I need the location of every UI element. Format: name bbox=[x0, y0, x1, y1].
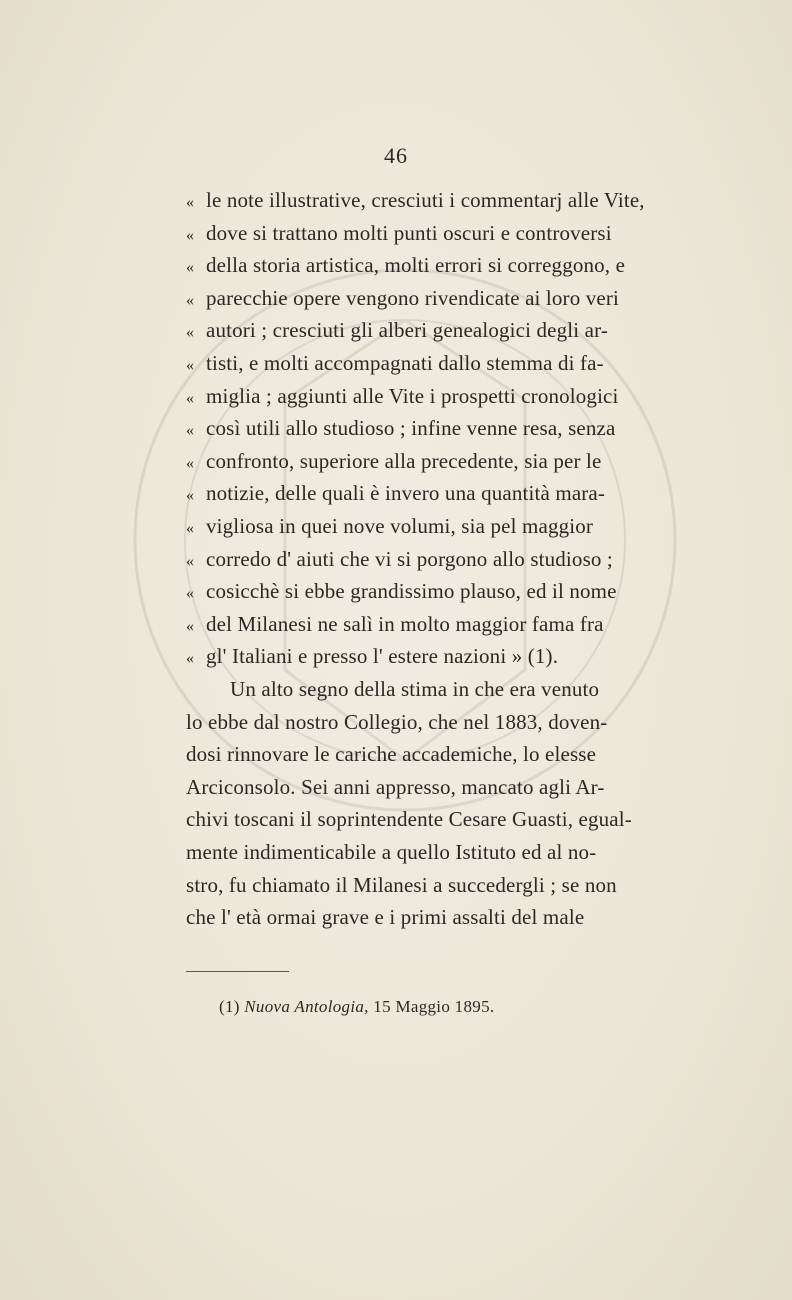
quote-line-text: le note illustrative, cresciuti i commentarj alle Vite, bbox=[206, 188, 645, 212]
quoted-passage bbox=[186, 184, 672, 673]
body-line: Arciconsolo. Sei anni appresso, mancato agli Ar- bbox=[186, 774, 605, 799]
quote-line bbox=[186, 314, 672, 347]
quote-mark: « bbox=[186, 194, 194, 211]
footnote-divider bbox=[186, 971, 289, 972]
quote-mark: « bbox=[186, 422, 194, 440]
quote-line-text: parecchie opere vengono rivendicate ai loro veri bbox=[206, 285, 619, 310]
quote-mark: « bbox=[186, 356, 194, 374]
quote-mark: « bbox=[186, 519, 194, 537]
quote-line-text: corredo d' aiuti che vi si porgono allo studioso ; bbox=[206, 546, 613, 571]
quote-mark: « bbox=[186, 454, 194, 472]
quote-mark: « bbox=[186, 650, 194, 668]
quote-line-text: miglia ; aggiunti alle Vite i prospetti cronologici bbox=[206, 383, 619, 408]
page-number: 46 bbox=[384, 143, 408, 168]
quote-line-text: dove si trattano molti punti oscuri e controversi bbox=[206, 220, 612, 245]
quote-line-text: così utili allo studioso ; infine venne resa, senza bbox=[206, 416, 616, 441]
quote-line bbox=[186, 217, 672, 250]
quote-line-text: del Milanesi ne salì in molto maggior fama fra bbox=[206, 611, 604, 636]
body-line: dosi rinnovare le cariche accademiche, lo elesse bbox=[186, 742, 597, 767]
quote-line bbox=[186, 510, 672, 543]
quote-line-text: gl' Italiani e presso l' estere nazioni » (1). bbox=[206, 644, 559, 669]
quote-line bbox=[186, 249, 672, 282]
quote-mark: « bbox=[186, 324, 194, 342]
quote-line bbox=[186, 608, 672, 641]
body-line: Un alto segno della stima in che era venuto bbox=[230, 677, 600, 701]
quote-line-text: notizie, delle quali è invero una quantità mara- bbox=[206, 481, 606, 506]
quote-line bbox=[186, 184, 672, 217]
quote-line bbox=[186, 412, 672, 445]
footnote-marker: (1) bbox=[219, 997, 240, 1016]
quote-line bbox=[186, 640, 672, 673]
quote-line-text: della storia artistica, molti errori si correggono, e bbox=[206, 253, 626, 278]
body-line: lo ebbe dal nostro Collegio, che nel 1883, doven- bbox=[186, 709, 608, 734]
body-paragraph bbox=[186, 673, 672, 934]
quote-line-text: tisti, e molti accompagnati dallo stemma di fa- bbox=[206, 350, 604, 375]
quote-line-text: autori ; cresciuti gli alberi genealogici degli ar- bbox=[206, 318, 608, 343]
quote-line bbox=[186, 445, 672, 478]
quote-mark: « bbox=[186, 552, 194, 570]
quote-line bbox=[186, 543, 672, 576]
quote-mark: « bbox=[186, 259, 194, 277]
body-line: mente indimenticabile a quello Istituto ed al no- bbox=[186, 839, 597, 864]
quote-mark: « bbox=[186, 617, 194, 635]
quote-line bbox=[186, 477, 672, 510]
quote-mark: « bbox=[186, 585, 194, 603]
quote-mark: « bbox=[186, 226, 194, 244]
quote-line-text: confronto, superiore alla precedente, sia per le bbox=[206, 448, 602, 473]
quote-line bbox=[186, 347, 672, 380]
footnote-source: Nuova Antologia, bbox=[244, 997, 369, 1016]
quote-line-text: cosicchè si ebbe grandissimo plauso, ed il nome bbox=[206, 579, 617, 604]
quote-line-text: vigliosa in quei nove volumi, sia pel maggior bbox=[206, 513, 594, 538]
body-line: stro, fu chiamato il Milanesi a succedergli ; se non bbox=[186, 872, 617, 897]
quote-mark: « bbox=[186, 291, 194, 309]
quote-line bbox=[186, 282, 672, 315]
quote-mark: « bbox=[186, 389, 194, 407]
quote-mark: « bbox=[186, 487, 194, 505]
footnote bbox=[219, 997, 494, 1017]
quote-line bbox=[186, 380, 672, 413]
quote-line bbox=[186, 575, 672, 608]
footnote-date: 15 Maggio 1895. bbox=[373, 997, 495, 1016]
body-line: chivi toscani il soprintendente Cesare Guasti, egual- bbox=[186, 807, 632, 832]
body-line: che l' età ormai grave e i primi assalti del male bbox=[186, 905, 585, 930]
